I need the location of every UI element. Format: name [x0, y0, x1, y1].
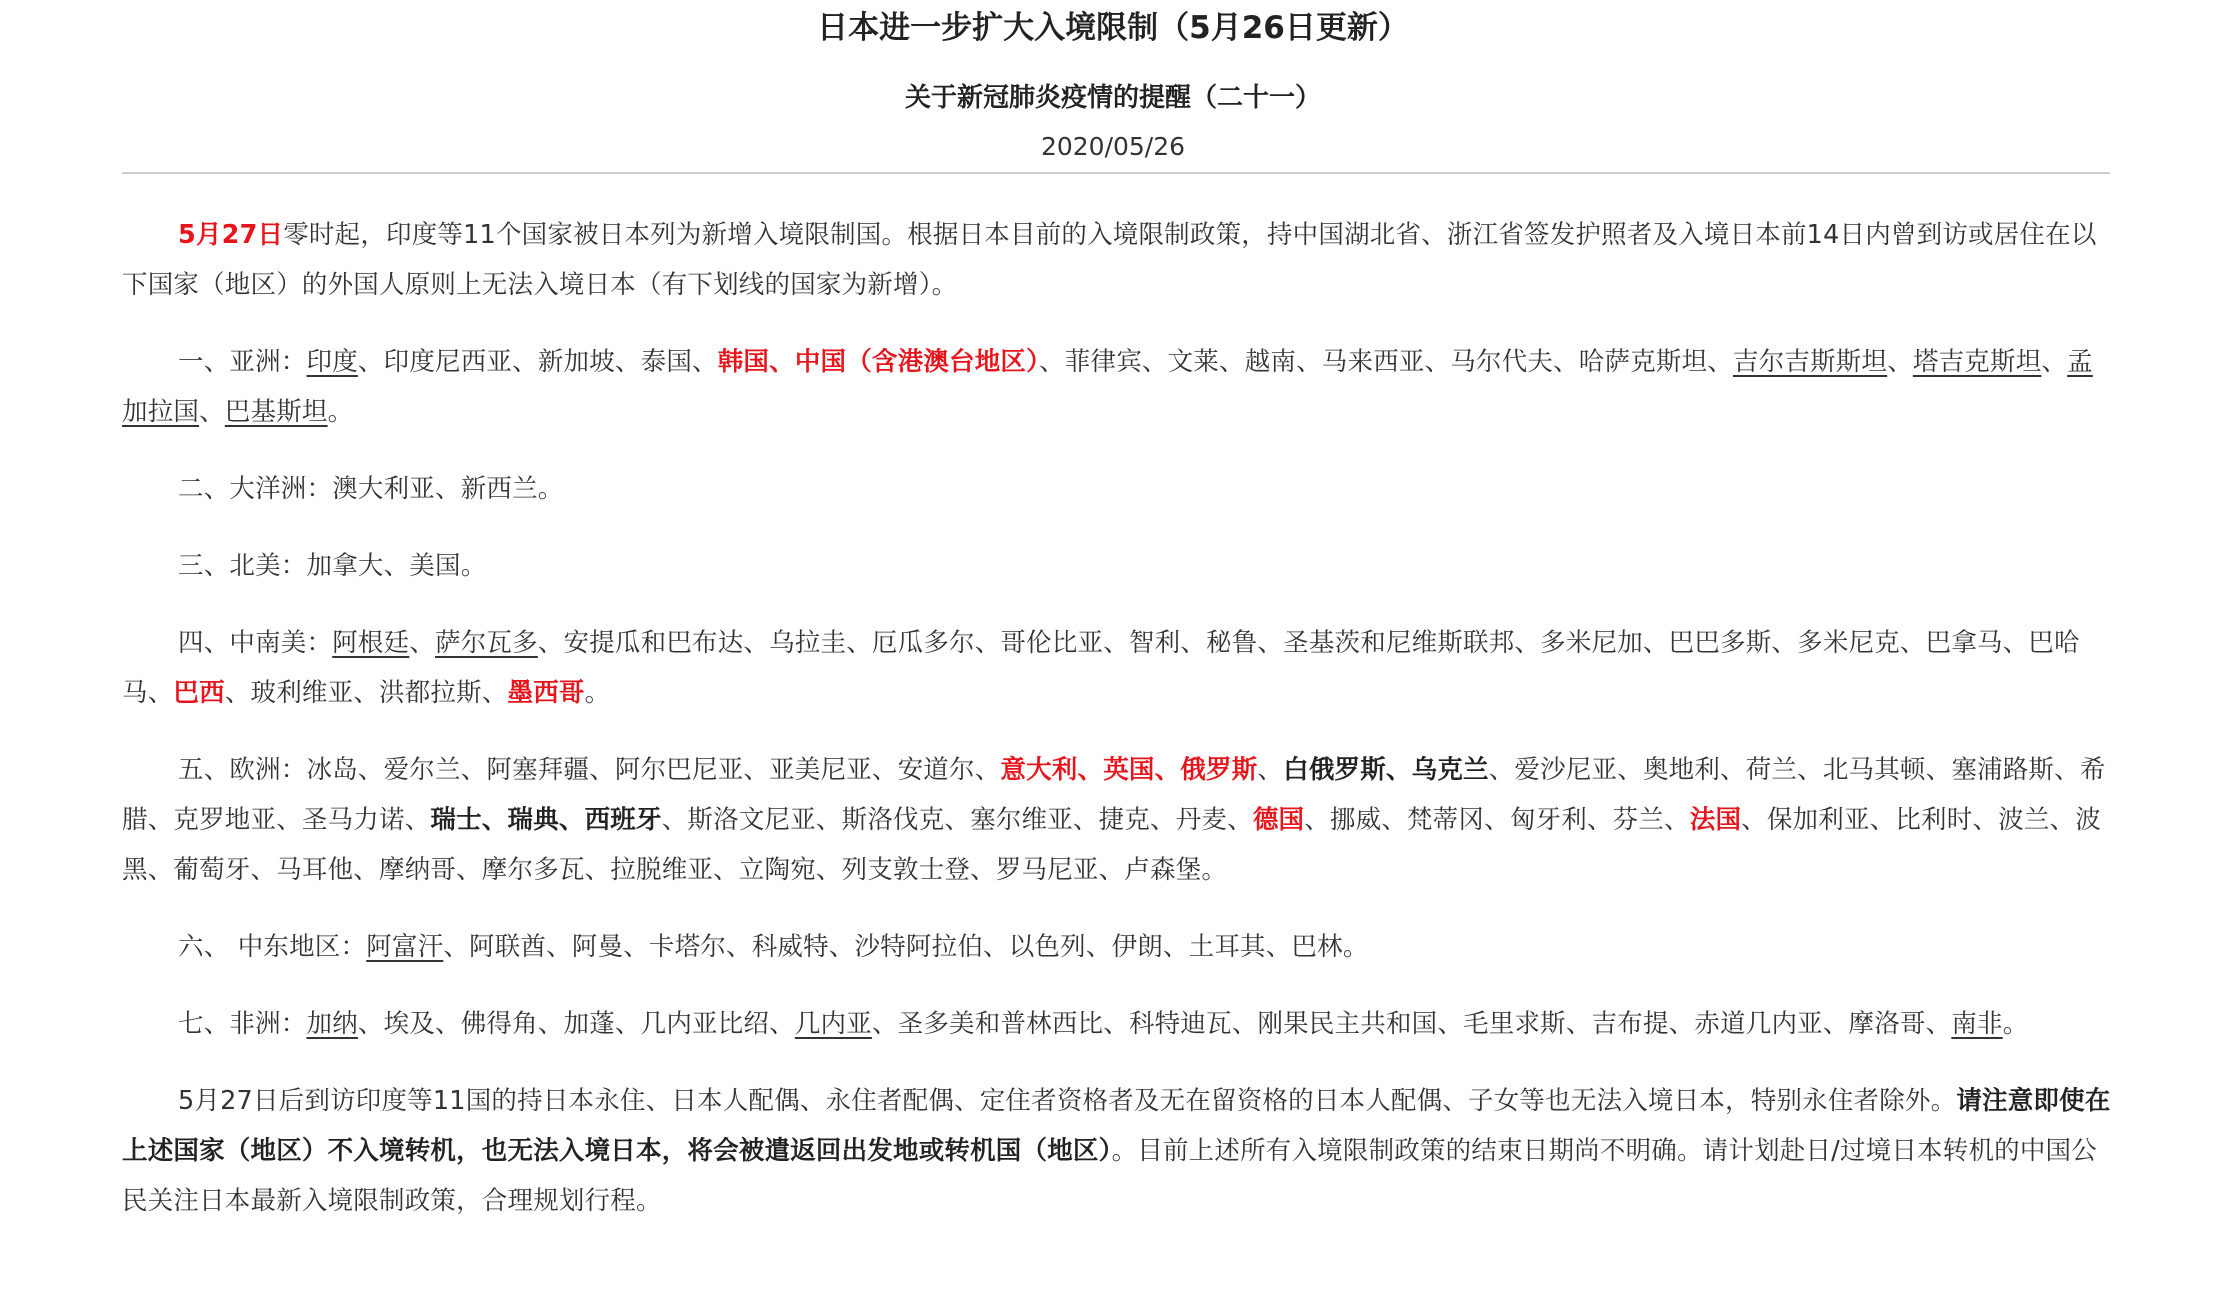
latam-prefix: 四、中南美：: [178, 628, 333, 658]
north-america-paragraph: 三、北美：加拿大、美国。: [178, 551, 487, 581]
africa-text-2: 、圣多美和普林西比、科特迪瓦、刚果民主共和国、毛里求斯、吉布提、赤道几内亚、摩洛哥、: [871, 1009, 1952, 1039]
page-subtitle: 关于新冠肺炎疫情的提醒（二十一）: [904, 83, 1321, 113]
africa-paragraph: [122, 999, 2114, 1049]
asia-text-2: 、菲律宾、文莱、越南、马来西亚、马尔代夫、哈萨克斯坦、: [1039, 347, 1733, 377]
page-title: 日本进一步扩大入境限制（5月26日更新）: [817, 10, 1409, 46]
asia-sep-4: 、: [2041, 347, 2068, 377]
africa-text-1: 、埃及、佛得角、加蓬、几内亚比绍、: [357, 1009, 795, 1039]
latin-america-paragraph: [122, 618, 2114, 718]
europe-red-countries-1: 意大利、英国、俄罗斯: [1000, 755, 1258, 785]
middle-east-end: 、阿联酋、阿曼、卡塔尔、科威特、沙特阿拉伯、以色列、伊朗、土耳其、巴林。: [443, 932, 1369, 962]
middle-east-paragraph: [122, 922, 2114, 972]
europe-end: 、保加利亚、比利时、波兰、波黑、葡萄牙、马耳他、摩纳哥、摩尔多瓦、拉脱维亚、立陶宛、列支敦士登、罗马尼亚、卢森堡。: [122, 805, 2101, 885]
europe-paragraph: [122, 745, 2114, 895]
latam-text-3: 、玻利维亚、洪都拉斯、: [224, 678, 508, 708]
middle-east-prefix: 六、 中东地区：: [178, 932, 367, 962]
europe-bold-countries-1: 白俄罗斯、乌克兰: [1283, 755, 1489, 785]
asia-sep-3: 、: [1887, 347, 1913, 377]
oceania-paragraph: 二、大洋洲：澳大利亚、新西兰。: [178, 474, 564, 504]
country-afghanistan: 阿富汗: [366, 932, 444, 962]
asia-end: 。: [327, 397, 354, 427]
article-body: [122, 210, 2114, 1253]
country-bangladesh: 孟加拉国: [122, 347, 2093, 427]
country-mexico: 墨西哥: [507, 678, 585, 708]
europe-text-3: 、斯洛文尼亚、斯洛伐克、塞尔维亚、捷克、丹麦、: [661, 805, 1253, 835]
country-el-salvador: 萨尔瓦多: [435, 628, 538, 658]
europe-bold-countries-2: 瑞士、瑞典、西班牙: [430, 805, 662, 835]
latam-sep-1: 、: [409, 628, 436, 658]
latam-end: 。: [584, 678, 611, 708]
closing-text-2: 。目前上述所有入境限制政策的结束日期尚不明确。请计划赴日/过境日本转机的中国公民关注日本最新入境限制政策，合理规划行程。: [122, 1136, 2097, 1216]
country-germany: 德国: [1252, 805, 1305, 835]
africa-end: 。: [2002, 1009, 2029, 1039]
latam-text-2: 、安提瓜和巴布达、乌拉圭、厄瓜多尔、哥伦比亚、智利、秘鲁、圣基茨和尼维斯联邦、多米尼加、巴巴多斯、多米尼克、巴拿马、巴哈马、: [122, 628, 2080, 708]
country-guinea: 几内亚: [794, 1009, 872, 1039]
europe-prefix: 五、欧洲：冰岛、爱尔兰、阿塞拜疆、阿尔巴尼亚、亚美尼亚、安道尔、: [178, 755, 1001, 785]
country-france: 法国: [1689, 805, 1742, 835]
europe-text-2: 、爱沙尼亚、奥地利、荷兰、北马其顿、塞浦路斯、希腊、克罗地亚、圣马力诺、: [122, 755, 2106, 835]
asia-text-1: 、印度尼西亚、新加坡、泰国、: [357, 347, 718, 377]
closing-text-1: 5月27日后到访印度等11国的持日本永住、日本人配偶、永住者配偶、定住者资格者及无在留资格的日本人配偶、子女等也无法入境日本，特别永住者除外。: [178, 1086, 1957, 1116]
country-ghana: 加纳: [306, 1009, 358, 1039]
country-argentina: 阿根廷: [332, 628, 410, 658]
header-divider: [122, 172, 2110, 174]
closing-paragraph: [122, 1076, 2114, 1226]
highlight-date: 5月27日: [178, 220, 284, 250]
closing-warning: 请注意即使在上述国家（地区）不入境转机，也无法入境日本，将会被遣返回出发地或转机国（地区）: [122, 1086, 2111, 1166]
country-south-africa: 南非: [1951, 1009, 2003, 1039]
country-kyrgyzstan: 吉尔吉斯斯坦: [1733, 347, 1888, 377]
africa-prefix: 七、非洲：: [178, 1009, 307, 1039]
asia-red-countries: 韩国、中国（含港澳台地区）: [717, 347, 1040, 377]
intro-paragraph: [122, 210, 2114, 310]
country-tajikistan: 塔吉克斯坦: [1912, 347, 2042, 377]
intro-text: 零时起，印度等11个国家被日本列为新增入境限制国。根据日本目前的入境限制政策，持中国湖北省、浙江省签发护照者及入境日本前14日内曾到访或居住在以下国家（地区）的外国人原则上无法入境日本（有下划线的国家为新增）。: [122, 220, 2097, 300]
asia-sep-5: 、: [199, 397, 225, 427]
europe-text-4: 、挪威、梵蒂冈、匈牙利、芬兰、: [1304, 805, 1690, 835]
country-pakistan: 巴基斯坦: [224, 397, 328, 427]
asia-paragraph: [122, 337, 2114, 437]
asia-prefix: 一、亚洲：: [178, 347, 307, 377]
country-brazil: 巴西: [173, 678, 225, 708]
europe-sep-1: 、: [1257, 755, 1284, 785]
publish-date: 2020/05/26: [1040, 132, 1186, 161]
country-india: 印度: [306, 347, 358, 377]
